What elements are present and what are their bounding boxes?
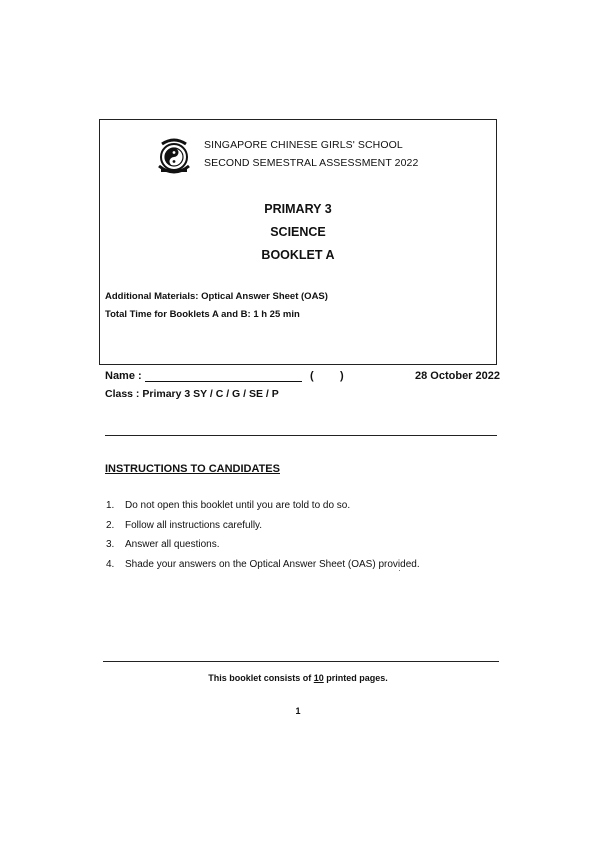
instruction-number: 1. bbox=[106, 500, 115, 511]
school-crest-icon bbox=[155, 136, 193, 176]
page-count-prefix: This booklet consists of bbox=[208, 673, 314, 683]
exam-date: 28 October 2022 bbox=[415, 370, 500, 382]
class-label: Class : Primary 3 SY / C / G / SE / P bbox=[105, 388, 279, 400]
additional-materials: Additional Materials: Optical Answer Sheet (OAS) bbox=[105, 291, 328, 302]
school-name: SINGAPORE CHINESE GIRLS' SCHOOL bbox=[204, 139, 403, 151]
assessment-name: SECOND SEMESTRAL ASSESSMENT 2022 bbox=[204, 157, 419, 169]
booklet-title: BOOKLET A bbox=[261, 248, 335, 262]
instruction-text: Follow all instructions carefully. bbox=[125, 519, 263, 531]
instruction-text: Answer all questions. bbox=[125, 539, 220, 550]
total-time: Total Time for Booklets A and B: 1 h 25 min bbox=[105, 309, 300, 320]
name-label: Name : bbox=[105, 370, 142, 382]
instruction-text: Do not open this booklet until you are told to do so. bbox=[125, 500, 351, 511]
index-paren-close: ) bbox=[340, 370, 344, 382]
instruction-number: 2. bbox=[106, 519, 115, 531]
subject-title: SCIENCE bbox=[270, 225, 326, 239]
level-title: PRIMARY 3 bbox=[264, 202, 332, 216]
page-count-suffix: printed pages. bbox=[323, 673, 388, 683]
instruction-number: 4. bbox=[106, 558, 115, 570]
scan-speck bbox=[399, 570, 400, 571]
name-blank-line bbox=[145, 381, 302, 382]
instructions-heading: INSTRUCTIONS TO CANDIDATES bbox=[105, 463, 280, 475]
name-row bbox=[105, 370, 500, 386]
page-number: 1 bbox=[295, 706, 301, 716]
divider-top bbox=[105, 435, 497, 436]
instruction-number: 3. bbox=[106, 539, 115, 550]
divider-bottom bbox=[103, 661, 499, 662]
instruction-text: Shade your answers on the Optical Answer Sheet (OAS) provided. bbox=[125, 558, 420, 570]
page-count-note bbox=[99, 673, 497, 683]
index-paren-open: ( bbox=[310, 370, 314, 382]
page-count: 10 bbox=[313, 673, 324, 683]
